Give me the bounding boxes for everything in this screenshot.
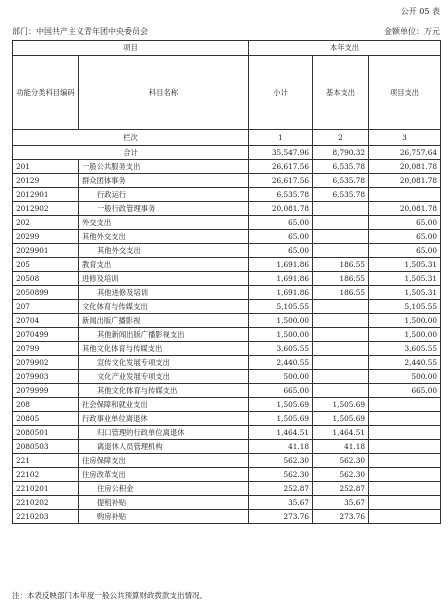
row-project: 20,081.78: [369, 202, 441, 216]
row-basic: [313, 216, 369, 230]
row-subtotal: 65.00: [249, 244, 313, 258]
row-project: [369, 188, 441, 202]
row-project: [369, 426, 441, 440]
total-basic: 8,790.32: [313, 146, 369, 160]
row-subject-name: 行政运行: [79, 188, 249, 202]
row-subject-name: 其他文化体育与传媒支出: [79, 384, 249, 398]
table-row: [13, 160, 441, 174]
row-basic: 6,535.78: [313, 174, 369, 188]
row-basic: [313, 384, 369, 398]
row-project: 1,505.31: [369, 258, 441, 272]
table-row: [13, 216, 441, 230]
row-project: 65.00: [369, 216, 441, 230]
table-row: [13, 188, 441, 202]
row-project: 5,105.55: [369, 300, 441, 314]
row-project: 65.00: [369, 244, 441, 258]
total-label: 合计: [13, 146, 249, 160]
row-subtotal: 665.00: [249, 384, 313, 398]
row-subtotal: 20,081.78: [249, 202, 313, 216]
header-current-year-expense: 本年支出: [249, 41, 441, 56]
row-code: 20805: [13, 412, 79, 426]
row-project: 3,605.55: [369, 342, 441, 356]
table-row: [13, 202, 441, 216]
row-code: 201: [13, 160, 79, 174]
row-basic: 562.30: [313, 468, 369, 482]
row-project: 20,081.78: [369, 160, 441, 174]
row-subject-name: 其他文化体育与传媒支出: [79, 342, 249, 356]
table-row: [13, 174, 441, 188]
table-row: [13, 398, 441, 412]
row-subject-name: 社会保障和就业支出: [79, 398, 249, 412]
row-subtotal: 41.18: [249, 440, 313, 454]
row-project: 1,505.31: [369, 286, 441, 300]
row-subtotal: 273.76: [249, 510, 313, 524]
form-number: 公开 05 表: [400, 7, 440, 16]
row-code: 20799: [13, 342, 79, 356]
row-basic: 35.67: [313, 496, 369, 510]
row-project: [369, 440, 441, 454]
row-basic: 252.87: [313, 482, 369, 496]
row-subtotal: 1,691.86: [249, 286, 313, 300]
column-index-row: [13, 130, 441, 146]
row-basic: 6,535.78: [313, 160, 369, 174]
total-subtotal: 35,547.96: [249, 146, 313, 160]
row-subtotal: 1,505.69: [249, 398, 313, 412]
table-row: [13, 272, 441, 286]
row-project: 1,505.31: [369, 272, 441, 286]
header-project-expense: 项目支出: [369, 56, 441, 130]
row-code: 22102: [13, 468, 79, 482]
row-code: 2080501: [13, 426, 79, 440]
row-subtotal: 1,505.69: [249, 412, 313, 426]
row-basic: [313, 230, 369, 244]
row-code: 2012901: [13, 188, 79, 202]
budget-expenditure-table: [12, 40, 441, 524]
table-row: [13, 510, 441, 524]
row-subject-name: 教育支出: [79, 258, 249, 272]
row-subject-name: 离退休人员管理机构: [79, 440, 249, 454]
header-subtotal: 小计: [249, 56, 313, 130]
row-code: 20299: [13, 230, 79, 244]
row-subtotal: 1,691.86: [249, 272, 313, 286]
header-subject-name: 科目名称: [79, 56, 249, 130]
row-code: 207: [13, 300, 79, 314]
table-row: [13, 258, 441, 272]
row-basic: 6,535.78: [313, 188, 369, 202]
row-basic: 186.55: [313, 258, 369, 272]
row-code: 205: [13, 258, 79, 272]
row-subject-name: 宣传文化发展专项支出: [79, 356, 249, 370]
row-project: [369, 496, 441, 510]
row-basic: [313, 356, 369, 370]
row-subject-name: 群众团体事务: [79, 174, 249, 188]
row-basic: [313, 314, 369, 328]
row-basic: 186.55: [313, 286, 369, 300]
row-subject-name: 其他新闻出版广播影视支出: [79, 328, 249, 342]
row-subject-name: 住房公积金: [79, 482, 249, 496]
row-subtotal: 26,617.56: [249, 160, 313, 174]
row-subject-name: 外交支出: [79, 216, 249, 230]
row-subtotal: 26,617.56: [249, 174, 313, 188]
table-row: [13, 342, 441, 356]
index-col-3: 3: [369, 130, 441, 146]
row-subject-name: 其他外交支出: [79, 230, 249, 244]
row-subtotal: 1,464.51: [249, 426, 313, 440]
row-project: [369, 398, 441, 412]
header-row-columns: [13, 56, 441, 130]
table-row: [13, 356, 441, 370]
row-subject-name: 一般行政管理事务: [79, 202, 249, 216]
row-basic: 1,505.69: [313, 412, 369, 426]
row-subtotal: 252.87: [249, 482, 313, 496]
row-subject-name: 文化产业发展专项支出: [79, 370, 249, 384]
row-project: [369, 482, 441, 496]
row-subject-name: 行政事业单位离退休: [79, 412, 249, 426]
header-project: 项目: [13, 41, 249, 56]
row-code: 2210201: [13, 482, 79, 496]
total-row: [13, 146, 441, 160]
row-basic: 562.30: [313, 454, 369, 468]
row-subject-name: 其他进修及培训: [79, 286, 249, 300]
table-row: [13, 328, 441, 342]
row-subtotal: 35.67: [249, 496, 313, 510]
row-project: 1,500.00: [369, 314, 441, 328]
total-project: 26,757.64: [369, 146, 441, 160]
table-row: [13, 496, 441, 510]
row-project: 500.00: [369, 370, 441, 384]
header-basic-expense: 基本支出: [313, 56, 369, 130]
row-code: 2050899: [13, 286, 79, 300]
table-row: [13, 300, 441, 314]
row-project: [369, 412, 441, 426]
row-project: [369, 454, 441, 468]
row-code: 2029901: [13, 244, 79, 258]
row-code: 2080503: [13, 440, 79, 454]
row-subtotal: 1,500.00: [249, 328, 313, 342]
row-code: 2210203: [13, 510, 79, 524]
row-subject-name: 住房保障支出: [79, 454, 249, 468]
row-basic: [313, 342, 369, 356]
table-row: [13, 412, 441, 426]
row-project: [369, 468, 441, 482]
row-project: 2,440.55: [369, 356, 441, 370]
row-subject-name: 一般公共服务支出: [79, 160, 249, 174]
row-subtotal: 6,535.78: [249, 188, 313, 202]
index-col-2: 2: [313, 130, 369, 146]
row-code: 20704: [13, 314, 79, 328]
row-project: 65.00: [369, 230, 441, 244]
row-code: 202: [13, 216, 79, 230]
row-subtotal: 562.30: [249, 454, 313, 468]
row-project: 1,500.00: [369, 328, 441, 342]
row-code: 20508: [13, 272, 79, 286]
row-subtotal: 1,500.00: [249, 314, 313, 328]
row-basic: [313, 300, 369, 314]
row-code: 2079999: [13, 384, 79, 398]
row-subject-name: 其他外交支出: [79, 244, 249, 258]
header-row-group: [13, 41, 441, 56]
row-code: 2070499: [13, 328, 79, 342]
table-row: [13, 286, 441, 300]
row-basic: 41.18: [313, 440, 369, 454]
row-subject-name: 新闻出版广播影视: [79, 314, 249, 328]
row-basic: 186.55: [313, 272, 369, 286]
row-subtotal: 65.00: [249, 230, 313, 244]
row-subject-name: 进修及培训: [79, 272, 249, 286]
row-basic: 273.76: [313, 510, 369, 524]
footnote: 注：本表反映部门本年度一般公共预算财政拨款支出情况。: [12, 591, 207, 600]
row-basic: 1,505.69: [313, 398, 369, 412]
row-subject-name: 住房改革支出: [79, 468, 249, 482]
row-subject-name: 归口管理的行政单位离退休: [79, 426, 249, 440]
row-subtotal: 2,440.55: [249, 356, 313, 370]
index-col-1: 1: [249, 130, 313, 146]
row-subject-name: 购房补贴: [79, 510, 249, 524]
row-subtotal: 5,105.55: [249, 300, 313, 314]
row-subtotal: 3,605.55: [249, 342, 313, 356]
row-subtotal: 65.00: [249, 216, 313, 230]
table-row: [13, 482, 441, 496]
row-code: 2210202: [13, 496, 79, 510]
department-label: 部门：中国共产主义青年团中央委员会: [12, 27, 148, 36]
table-row: [13, 314, 441, 328]
amount-unit-label: 金额单位：万元: [384, 27, 440, 36]
row-subtotal: 1,691.86: [249, 258, 313, 272]
row-code: 208: [13, 398, 79, 412]
row-basic: 1,464.51: [313, 426, 369, 440]
row-code: 2012902: [13, 202, 79, 216]
row-subject-name: 提租补贴: [79, 496, 249, 510]
row-project: 665.00: [369, 384, 441, 398]
row-basic: [313, 328, 369, 342]
header-func-code: 功能分类科目编码: [13, 56, 79, 130]
index-label: 栏次: [13, 130, 249, 146]
table-row: [13, 454, 441, 468]
table-row: [13, 440, 441, 454]
table-row: [13, 230, 441, 244]
table-row: [13, 426, 441, 440]
table-row: [13, 384, 441, 398]
row-project: 20,081.78: [369, 174, 441, 188]
row-basic: [313, 244, 369, 258]
row-basic: [313, 202, 369, 216]
table-row: [13, 244, 441, 258]
row-subtotal: 562.30: [249, 468, 313, 482]
row-code: 2079902: [13, 356, 79, 370]
row-basic: [313, 370, 369, 384]
row-code: 20129: [13, 174, 79, 188]
table-row: [13, 468, 441, 482]
row-code: 2079903: [13, 370, 79, 384]
row-project: [369, 510, 441, 524]
row-subtotal: 500.00: [249, 370, 313, 384]
row-code: 221: [13, 454, 79, 468]
table-row: [13, 370, 441, 384]
row-subject-name: 文化体育与传媒支出: [79, 300, 249, 314]
